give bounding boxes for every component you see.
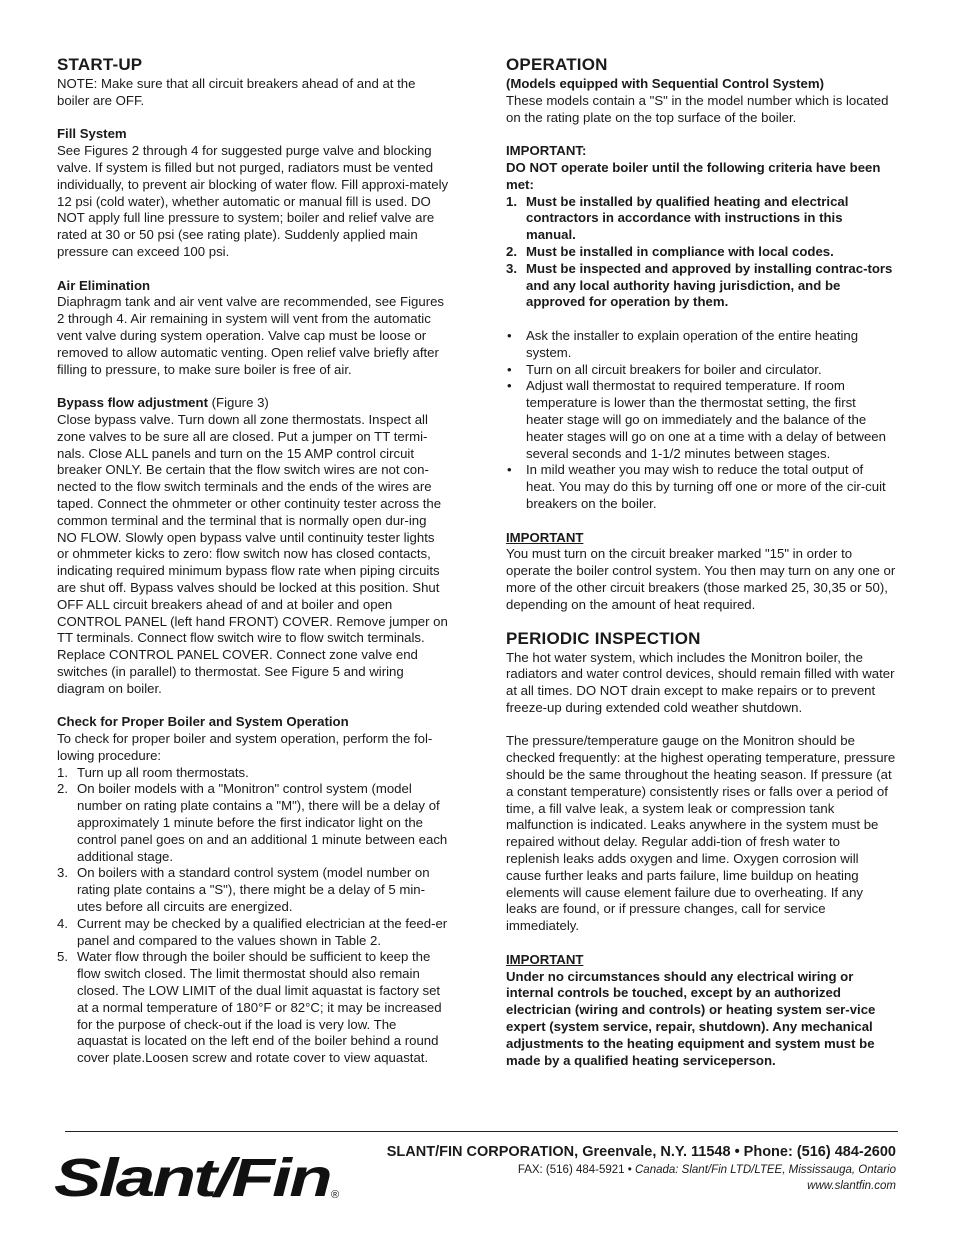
operation-heading: OPERATION xyxy=(506,55,608,74)
list-item: 5. Water flow through the boiler should be sufficient to keep the flow switch closed. The limit thermostat should also remain closed. The LOW LIMIT of the dual limit aquastat is factory set at a normal temperature of 180°F or 82°C; it may be increased for the purpose of check-out if the load is very low. The aquastat is located on the left end of the boiler behind a round cover plate.Loosen screw and rotate cover to view aquastat. xyxy=(57,949,442,1066)
fax-canada-line xyxy=(387,1162,896,1178)
operation-bullet-list xyxy=(506,328,896,513)
bypass-heading: Bypass flow adjustment xyxy=(57,395,208,411)
list-item: 3. Must be inspected and approved by installing contrac-tors and any local authority having jurisdiction, and be approved for operation by them. xyxy=(506,260,893,310)
list-item: 4. Current may be checked by a qualified electrician at the feed-er panel and compared to the values shown in Table 2. xyxy=(57,915,448,948)
slantfin-logo xyxy=(52,1136,342,1214)
list-item: 1. Must be installed by qualified heating and electrical contractors in accordance with instructions in this manual. xyxy=(506,193,849,243)
website-link[interactable]: www.slantfin.com xyxy=(807,1180,896,1192)
bypass-heading-line xyxy=(57,395,449,412)
operation-subheading: (Models equipped with Sequential Control System) xyxy=(506,76,824,91)
left-column xyxy=(57,54,449,1067)
important-label: IMPORTANT xyxy=(506,529,584,545)
important-label: IMPORTANT: xyxy=(506,143,587,159)
list-item: 3. On boilers with a standard control system (model number on rating plate contains a "S"), there might be a delay of 5 min-utes before all circuits are energized. xyxy=(57,865,430,915)
important-label: IMPORTANT xyxy=(506,951,584,967)
circuit-breaker-text: You must turn on the circuit breaker marked "15" in order to operate the boiler control system. You then may turn on any one or more of the other circuit breakers (those marked 25, 30,35 or 50), depending on the amount of heat required. xyxy=(506,546,896,612)
registered-mark: ® xyxy=(331,1189,340,1201)
list-item: 1. Turn up all room thermostats. xyxy=(57,764,249,780)
company-address-phone: SLANT/FIN CORPORATION, Greenvale, N.Y. 11548 • Phone: (516) 484-2600 xyxy=(386,1144,896,1160)
bypass-text: Close bypass valve. Turn down all zone thermostats. Inspect all zone valves to be sure all are closed. Put a jumper on TT termi-nals. Close ALL panels and turn on the 15 AMP control circuit breaker ONLY. Be certain that the flow switch wires are not con-nected to the flow switch terminals and the ends of the wires are taped. Connect the ohmmeter or other continuity tester across the common terminal and the terminal that is normally open dur-ing NO FLOW. Slowly open bypass valve until continuity tester lights or ohmmeter kicks to zero: flow switch now has closed contacts, indicating required minimum bypass flow rate when piping circuits are shut off. Bypass valves should be locked at this position. Shut OFF ALL circuit breakers ahead of and at boiler and open CONTROL PANEL (left hand FRONT) COVER. Remove jumper on TT terminals. Connect flow switch wire to flow switch terminals. Replace CONTROL PANEL COVER. Connect zone valve end switches (in parallel) to thermostat. See Figure 5 and wiring diagram on boiler. xyxy=(57,411,448,696)
fax-number: FAX: (516) 484-5921 • xyxy=(517,1164,635,1176)
list-item: • Turn on all circuit breakers for boiler and circulator. xyxy=(507,361,822,377)
right-column xyxy=(506,54,896,1069)
fill-system-text: See Figures 2 through 4 for suggested purge valve and blocking valve. If system is filled but not purged, radiators must be vented individually, to prevent air blocking of water flow. Fill approxi-mately 12 psi (cold water), whether automatic or manual fill is used. DO NOT apply full line pressure to system; boiler and relief valve are rated at 30 or 50 psi (see rating plate). Suddenly applied main pressure can exceed 100 psi. xyxy=(57,143,449,259)
important-lead: DO NOT operate boiler until the following criteria have been met: xyxy=(506,159,881,192)
periodic-inspection-heading: PERIODIC INSPECTION xyxy=(506,628,701,648)
warning-text: Under no circumstances should any electrical wiring or internal controls be touched, except by an authorized electrician (wiring and controls) or heating system ser-vice expert (system service, repair, shutdown). Any mechanical adjustments to the heating equipment and system must be made by a qualified heating serviceperson. xyxy=(506,968,876,1068)
air-elimination-text: Diaphragm tank and air vent valve are recommended, see Figures 2 through 4. Air remaining in system will vent from the automatic vent valve during system operation. Valve cap must be loose or removed to allow automatic venting. Open relief valve briefly after filling to pressure, to make sure boiler is free of air. xyxy=(57,294,445,377)
operation-text: These models contain a "S" in the model number which is located on the rating plate on the top surface of the boiler. xyxy=(506,92,889,125)
check-operation-heading: Check for Proper Boiler and System Operation xyxy=(57,714,349,730)
list-item: 2. On boiler models with a "Monitron" control system (model number on rating plate contains a "M"), there will be a delay of approximately 1 minute before the first indicator light on the control panel goes on and an additional 1 minute between each additional stage. xyxy=(57,781,448,864)
bypass-figure-ref: (Figure 3) xyxy=(207,395,269,411)
canada-office: Canada: Slant/Fin LTD/LTEE, Mississauga, Ontario xyxy=(635,1164,896,1176)
logo-wordmark: Slant/Fin xyxy=(54,1148,331,1208)
periodic-inspection-text-1: The hot water system, which includes the Monitron boiler, the radiators and water control devices, should remain filled with water at all times. DO NOT drain except to make repairs or to prevent freeze-up during extended cold weather shutdown. xyxy=(506,649,895,715)
check-steps-list xyxy=(57,765,449,1067)
footer-divider xyxy=(65,1131,898,1132)
list-item: 2. Must be installed in compliance with local codes. xyxy=(506,243,834,259)
startup-heading: START-UP xyxy=(57,55,143,74)
fill-system-heading: Fill System xyxy=(57,126,127,142)
company-contact xyxy=(387,1143,896,1194)
startup-note: NOTE: Make sure that all circuit breakers ahead of and at the boiler are OFF. xyxy=(57,76,416,108)
air-elimination-heading: Air Elimination xyxy=(57,277,151,293)
list-item: • In mild weather you may wish to reduce the total output of heat. You may do this by turning off one or more of the cir-cuit breakers on the boiler. xyxy=(507,462,886,511)
check-operation-intro: To check for proper boiler and system operation, perform the fol-lowing procedure: xyxy=(57,731,433,763)
periodic-inspection-text-2: The pressure/temperature gauge on the Monitron should be checked frequently: at the highest operating temperature, pressure should be the same throughout the heating season. If pressure (at a constant temperature) consistently rises or falls over a period of time, a fill valve leak, a system leak or compression tank malfunction is indicated. Leaks anywhere in the system must be repaired without delay. Regular addi-tion of fresh water to replenish leaks adds oxygen and lime. Oxygen corrosion will cause further leaks and parts failure, lime buildup on heating elements will cause element failure due to overheating. If any leaks are found, or if pressure changes, call for service immediately. xyxy=(506,733,896,934)
list-item: • Adjust wall thermostat to required temperature. If room temperature is lower than the thermostat setting, the first heater stage will go on immediately and the balance of the heater stages will go on one at a time with a delay of between several seconds and 1-1/2 minutes between stages. xyxy=(507,378,886,461)
criteria-list xyxy=(506,194,896,312)
list-item: • Ask the installer to explain operation of the entire heating system. xyxy=(507,327,859,360)
